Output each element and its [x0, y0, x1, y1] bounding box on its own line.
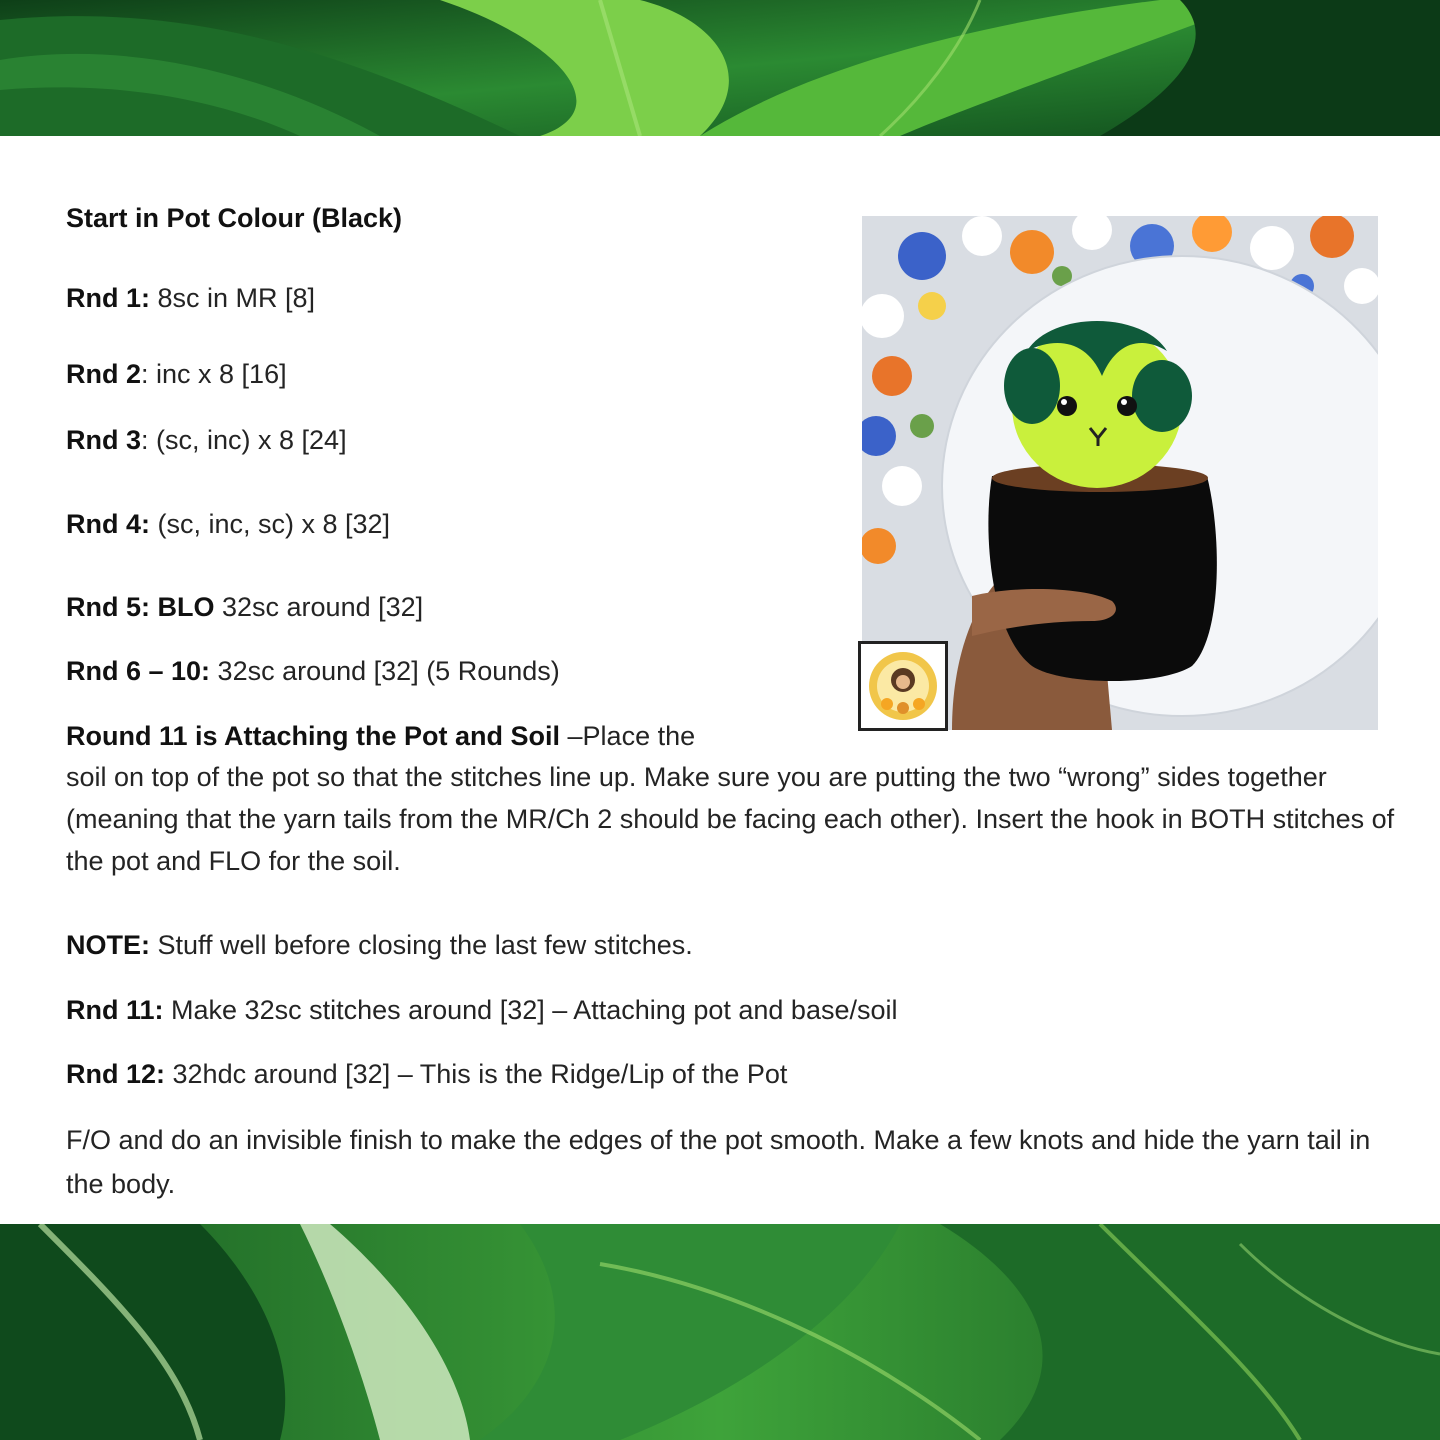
attach-instructions-heading: Round 11 is Attaching the Pot and Soil –Place the [66, 721, 696, 751]
round-6-10: Rnd 6 – 10: 32sc around [32] (5 Rounds) [66, 656, 560, 686]
finish-instructions: F/O and do an invisible finish to make the edges of the pot smooth. Make a few knots and hide the yarn tail in the body. [66, 1125, 1371, 1199]
attach-instructions-body: soil on top of the pot so that the stitches line up. Make sure you are putting the two “wrong” sides together (meaning that the yarn tails from the MR/Ch 2 should be facing each other). Insert the hook in BOTH stitches of the pot and FLO for the soil. [66, 762, 1395, 876]
pattern-card [0, 136, 1440, 1224]
round-5: Rnd 5: BLO 32sc around [32] [66, 592, 424, 622]
leaf-background-top [0, 0, 1440, 136]
round-11: Rnd 11: Make 32sc stitches around [32] – Attaching pot and base/soil [66, 995, 898, 1025]
note: NOTE: Stuff well before closing the last few stitches. [66, 930, 693, 960]
round-4: Rnd 4: (sc, inc, sc) x 8 [32] [66, 509, 391, 539]
brand-logo-badge [858, 641, 948, 731]
round-2: Rnd 2: inc x 8 [16] [66, 359, 287, 389]
round-3: Rnd 3: (sc, inc) x 8 [24] [66, 425, 347, 455]
pattern-heading: Start in Pot Colour (Black) [66, 203, 403, 233]
leaf-background-bottom [0, 1224, 1440, 1440]
round-1: Rnd 1: 8sc in MR [8] [66, 283, 316, 313]
round-12: Rnd 12: 32hdc around [32] – This is the Ridge/Lip of the Pot [66, 1059, 788, 1089]
